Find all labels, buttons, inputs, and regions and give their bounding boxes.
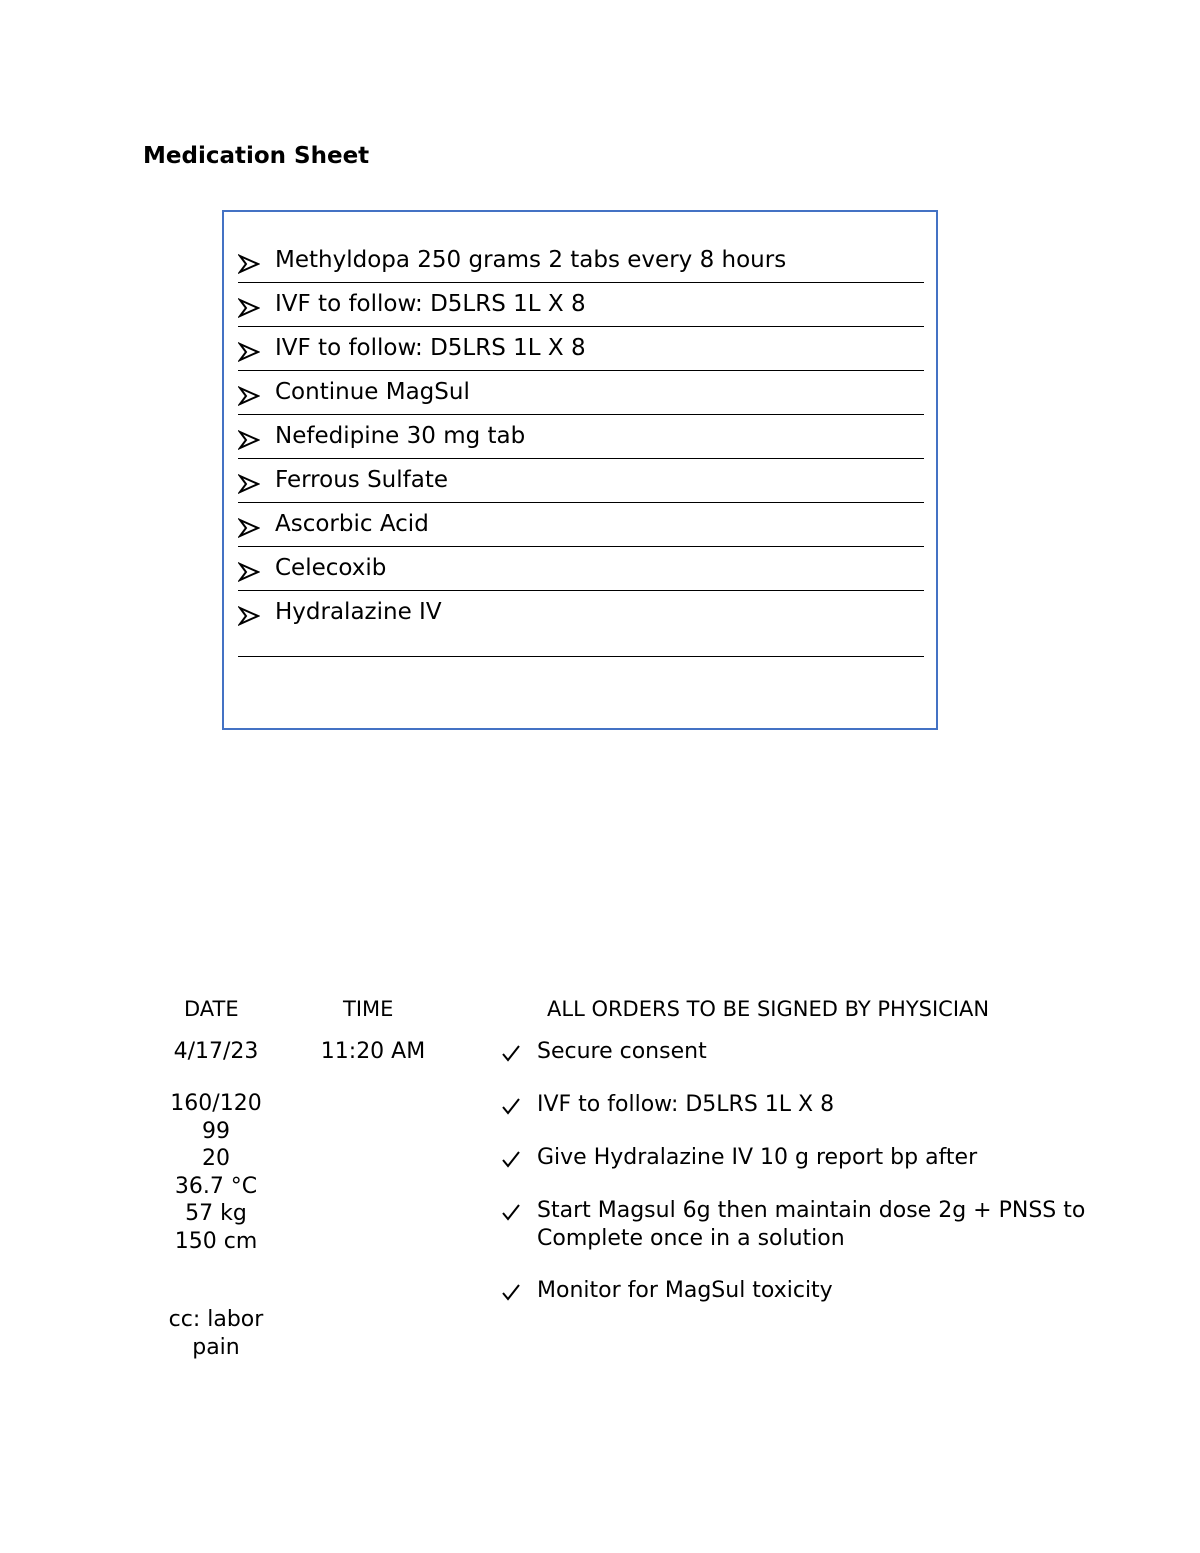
arrow-bullet-icon <box>238 341 260 363</box>
time-column-header: TIME <box>343 997 394 1021</box>
medication-item <box>238 547 924 591</box>
order-text: IVF to follow: D5LRS 1L X 8 <box>537 1092 835 1117</box>
order-date: 4/17/23 <box>173 1039 259 1064</box>
order-text: Monitor for MagSul toxicity <box>537 1278 833 1303</box>
medication-text: Celecoxib <box>275 555 387 581</box>
medication-item <box>238 415 924 459</box>
order-text-line: Start Magsul 6g then maintain dose 2g + PNSS to <box>537 1198 1086 1223</box>
date-column-header: DATE <box>184 997 239 1021</box>
arrow-bullet-icon <box>238 429 260 451</box>
checkmark-icon <box>500 1148 522 1170</box>
medication-text: IVF to follow: D5LRS 1L X 8 <box>275 335 586 361</box>
checkmark-icon <box>500 1281 522 1303</box>
medication-item <box>238 327 924 371</box>
medication-item <box>238 591 924 657</box>
medication-item <box>238 503 924 547</box>
vital-blood-pressure: 160/120 <box>170 1091 262 1116</box>
arrow-bullet-icon <box>238 385 260 407</box>
medication-item <box>238 239 924 283</box>
checkmark-icon <box>500 1201 522 1223</box>
arrow-bullet-icon <box>238 605 260 627</box>
arrow-bullet-icon <box>238 517 260 539</box>
medication-text: IVF to follow: D5LRS 1L X 8 <box>275 291 586 317</box>
order-text: Give Hydralazine IV 10 g report bp after <box>537 1145 978 1170</box>
arrow-bullet-icon <box>238 561 260 583</box>
vital-signs <box>136 1090 296 1255</box>
chief-complaint <box>136 1306 296 1361</box>
checkmark-icon <box>500 1095 522 1117</box>
chief-complaint-line: pain <box>192 1334 240 1360</box>
medication-text: Methyldopa 250 grams 2 tabs every 8 hours <box>275 247 787 273</box>
checkmark-icon <box>500 1042 522 1064</box>
page-title: Medication Sheet <box>143 143 370 169</box>
vital-weight: 57 kg <box>185 1201 247 1226</box>
medication-text: Ascorbic Acid <box>275 511 429 537</box>
orders-column-header: ALL ORDERS TO BE SIGNED BY PHYSICIAN <box>547 997 990 1021</box>
medication-list-box <box>222 210 938 730</box>
order-text: Secure consent <box>537 1039 707 1064</box>
arrow-bullet-icon <box>238 253 260 275</box>
order-time: 11:20 AM <box>320 1039 426 1064</box>
medication-text: Hydralazine IV <box>275 599 442 625</box>
medication-item <box>238 459 924 503</box>
order-text-line: Complete once in a solution <box>537 1225 845 1251</box>
vital-pulse-rate: 99 <box>202 1118 230 1144</box>
arrow-bullet-icon <box>238 297 260 319</box>
medication-item <box>238 283 924 327</box>
order-text <box>537 1197 1157 1252</box>
vital-respiratory-rate: 20 <box>202 1146 230 1171</box>
medication-text: Ferrous Sulfate <box>275 467 448 493</box>
vital-height: 150 cm <box>174 1228 258 1254</box>
vital-temperature: 36.7 °C <box>174 1173 258 1199</box>
medication-item <box>238 371 924 415</box>
arrow-bullet-icon <box>238 473 260 495</box>
medication-text: Continue MagSul <box>275 379 470 405</box>
medication-text: Nefedipine 30 mg tab <box>275 423 526 449</box>
chief-complaint-line: cc: labor <box>168 1307 264 1332</box>
